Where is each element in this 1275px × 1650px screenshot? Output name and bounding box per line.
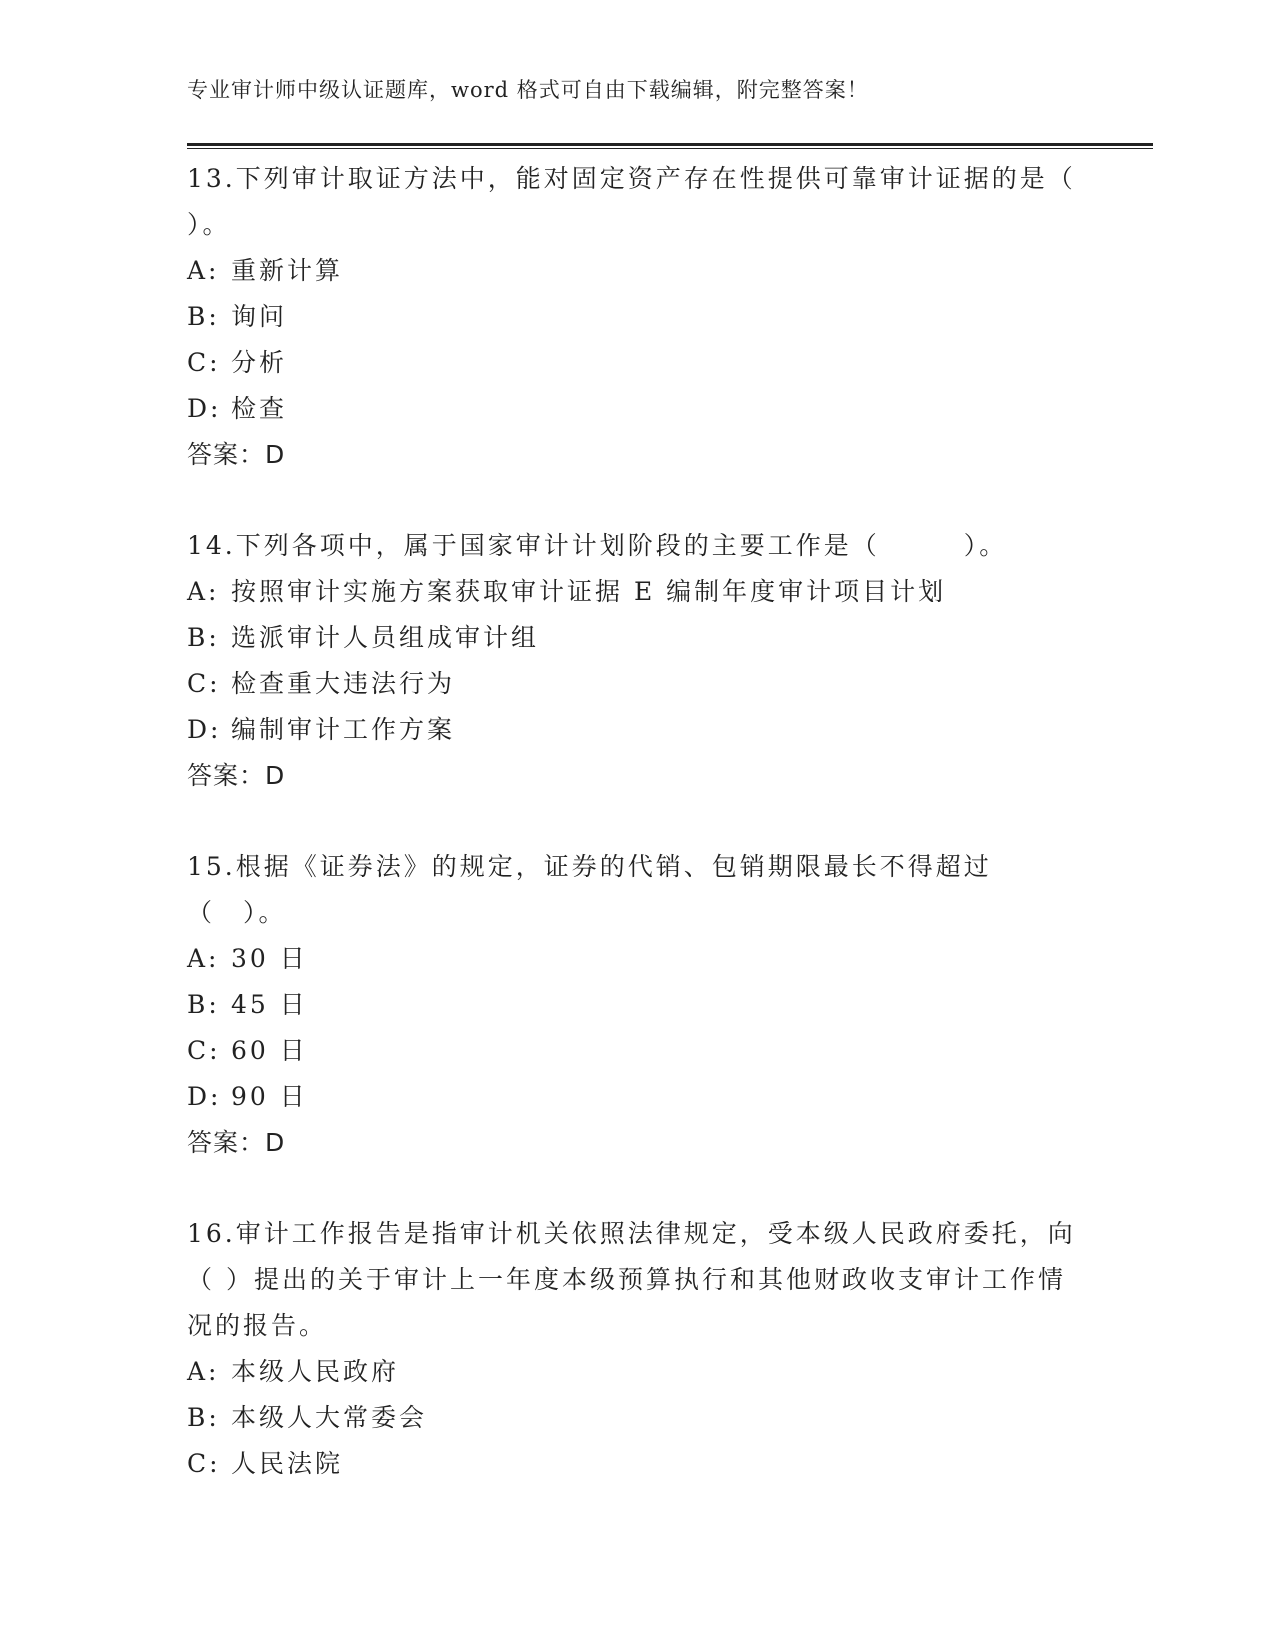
answer-line: 答案：D [187,761,286,790]
question-13 [187,156,1087,478]
option-text: 检查重大违法行为 [231,669,456,698]
question-stem: 16.审计工作报告是指审计机关依照法律规定，受本级人民政府委托，向（ ）提出的关于审计上一年度本级预算执行和其他财政收支审计工作情况的报告。 [187,1219,1076,1340]
question-stem: 15.根据《证券法》的规定，证券的代销、包销期限最长不得超过（ ）。 [187,852,992,927]
option-text: 按照审计实施方案获取审计证据 E 编制年度审计项目计划 [231,577,947,606]
answer-line: 答案：D [187,440,286,469]
option-letter: C: [187,1449,221,1478]
option-text: 60 日 [231,1036,308,1065]
header-divider [187,143,1153,149]
answer-line: 答案：D [187,1128,286,1157]
option-letter: A: [187,944,220,973]
option-letter: C: [187,1036,221,1065]
option-letter: C: [187,669,221,698]
question-14 [187,523,1087,799]
option-text: 人民法院 [231,1449,344,1478]
option-text: 分析 [231,348,288,377]
option-letter: A: [187,256,220,285]
option-letter: C: [187,348,221,377]
option-text: 本级人大常委会 [231,1403,428,1432]
option-text: 检查 [231,394,288,423]
option-text: 选派审计人员组成审计组 [231,623,540,652]
option-d [187,707,1087,753]
option-a [187,1349,1087,1395]
option-letter: A: [187,1357,220,1386]
option-d [187,386,1087,432]
option-c [187,340,1087,386]
option-letter: B: [187,302,220,331]
option-b [187,1395,1087,1441]
option-b [187,294,1087,340]
option-text: 90 日 [231,1082,308,1111]
option-letter: B: [187,1403,220,1432]
option-a [187,248,1087,294]
option-text: 询问 [231,302,288,331]
option-a [187,936,1087,982]
option-letter: A: [187,577,220,606]
option-c [187,661,1087,707]
option-text: 45 日 [231,990,308,1019]
question-stem: 13.下列审计取证方法中，能对固定资产存在性提供可靠审计证据的是（ ）。 [187,164,1076,239]
option-d [187,1074,1087,1120]
option-letter: B: [187,990,220,1019]
option-letter: B: [187,623,220,652]
option-b [187,982,1087,1028]
question-list [187,156,1087,1532]
option-letter: D: [187,394,222,423]
option-b [187,615,1087,661]
option-letter: D: [187,715,222,744]
page-header: 专业审计师中级认证题库，word 格式可自由下载编辑，附完整答案！ [187,78,869,102]
option-a [187,569,1087,615]
option-c [187,1441,1087,1487]
option-text: 本级人民政府 [231,1357,400,1386]
question-15 [187,844,1087,1166]
option-c [187,1028,1087,1074]
option-text: 重新计算 [231,256,344,285]
option-text: 编制审计工作方案 [231,715,456,744]
question-stem: 14.下列各项中，属于国家审计计划阶段的主要工作是（ ）。 [187,531,1008,560]
option-letter: D: [187,1082,222,1111]
question-16 [187,1211,1087,1487]
option-text: 30 日 [231,944,308,973]
